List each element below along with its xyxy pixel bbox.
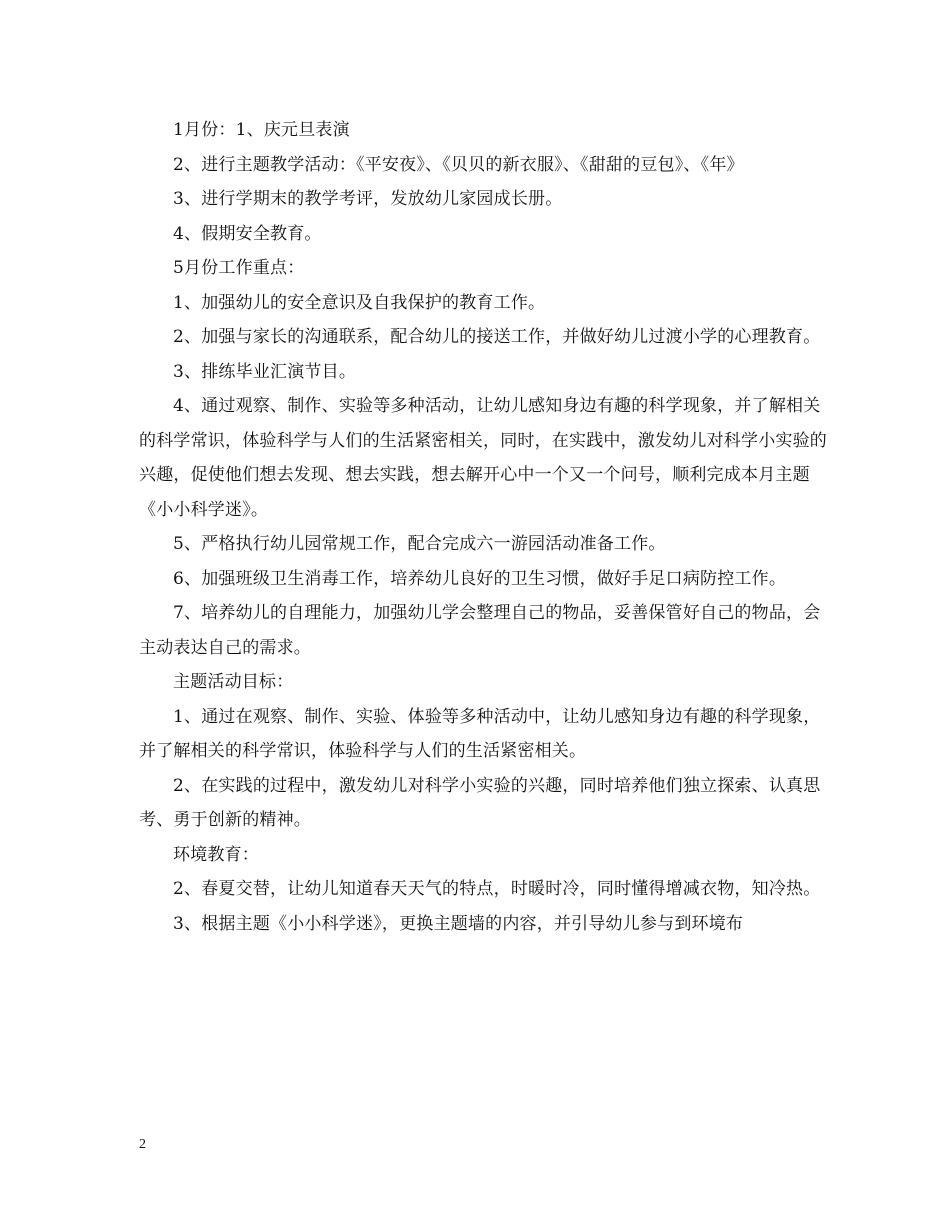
paragraph: 2、加强与家长的沟通联系，配合幼儿的接送工作，并做好幼儿过渡小学的心理教育。 — [173, 327, 821, 347]
paragraph: 4、假期安全教育。 — [173, 223, 322, 244]
paragraph: 1、加强幼儿的安全意识及自我保护的教育工作。 — [173, 292, 546, 313]
paragraph: 4、通过观察、制作、实验等多种活动，让幼儿感知身边有趣的科学现象，并了解相关的科学常识，体验科学与人们的生活紧密相关，同时，在实践中，激发幼儿对科学小实验的兴趣，促使他们想去发现、想去实践，想去解开心中一个又一个问号，顺利完成本月主题《小小科学迷》。 — [139, 396, 827, 520]
paragraph: 3、排练毕业汇演节目。 — [173, 361, 357, 382]
paragraph: 2、在实践的过程中，激发幼儿对科学小实验的兴趣，同时培养他们独立探索、认真思考、勇于创新的精神。 — [139, 775, 821, 830]
paragraph: 2、春夏交替，让幼儿知道春天天气的特点，时暖时冷，同时懂得增减衣物，知冷热。 — [173, 879, 821, 899]
paragraph: 7、培养幼儿的自理能力，加强幼儿学会整理自己的物品，妥善保管好自己的物品，会主动表达自己的需求。 — [139, 603, 821, 658]
paragraph: 3、进行学期末的教学考评，发放幼儿家园成长册。 — [173, 189, 563, 209]
paragraph: 主题活动目标： — [173, 672, 294, 692]
paragraph: 1、通过在观察、制作、实验、体验等多种活动中，让幼儿感知身边有趣的科学现象，并了解相关的科学常识，体验科学与人们的生活紧密相关。 — [139, 706, 821, 761]
paragraph: 1月份：1、庆元旦表演 — [173, 120, 350, 140]
paragraph: 6、加强班级卫生消毒工作，培养幼儿良好的卫生习惯，做好手足口病防控工作。 — [173, 568, 787, 589]
page-number: 2 — [139, 1137, 146, 1152]
document-body — [139, 113, 829, 941]
paragraph: 5月份工作重点： — [173, 258, 305, 278]
paragraph: 5、严格执行幼儿园常规工作，配合完成六一游园活动准备工作。 — [173, 534, 666, 554]
paragraph: 3、根据主题《小小科学迷》，更换主题墙的内容，并引导幼儿参与到环境布 — [173, 913, 744, 934]
paragraph: 2、进行主题教学活动：《平安夜》、《贝贝的新衣服》、《甜甜的豆包》、《年》 — [173, 154, 744, 175]
paragraph: 环境教育： — [173, 844, 259, 865]
